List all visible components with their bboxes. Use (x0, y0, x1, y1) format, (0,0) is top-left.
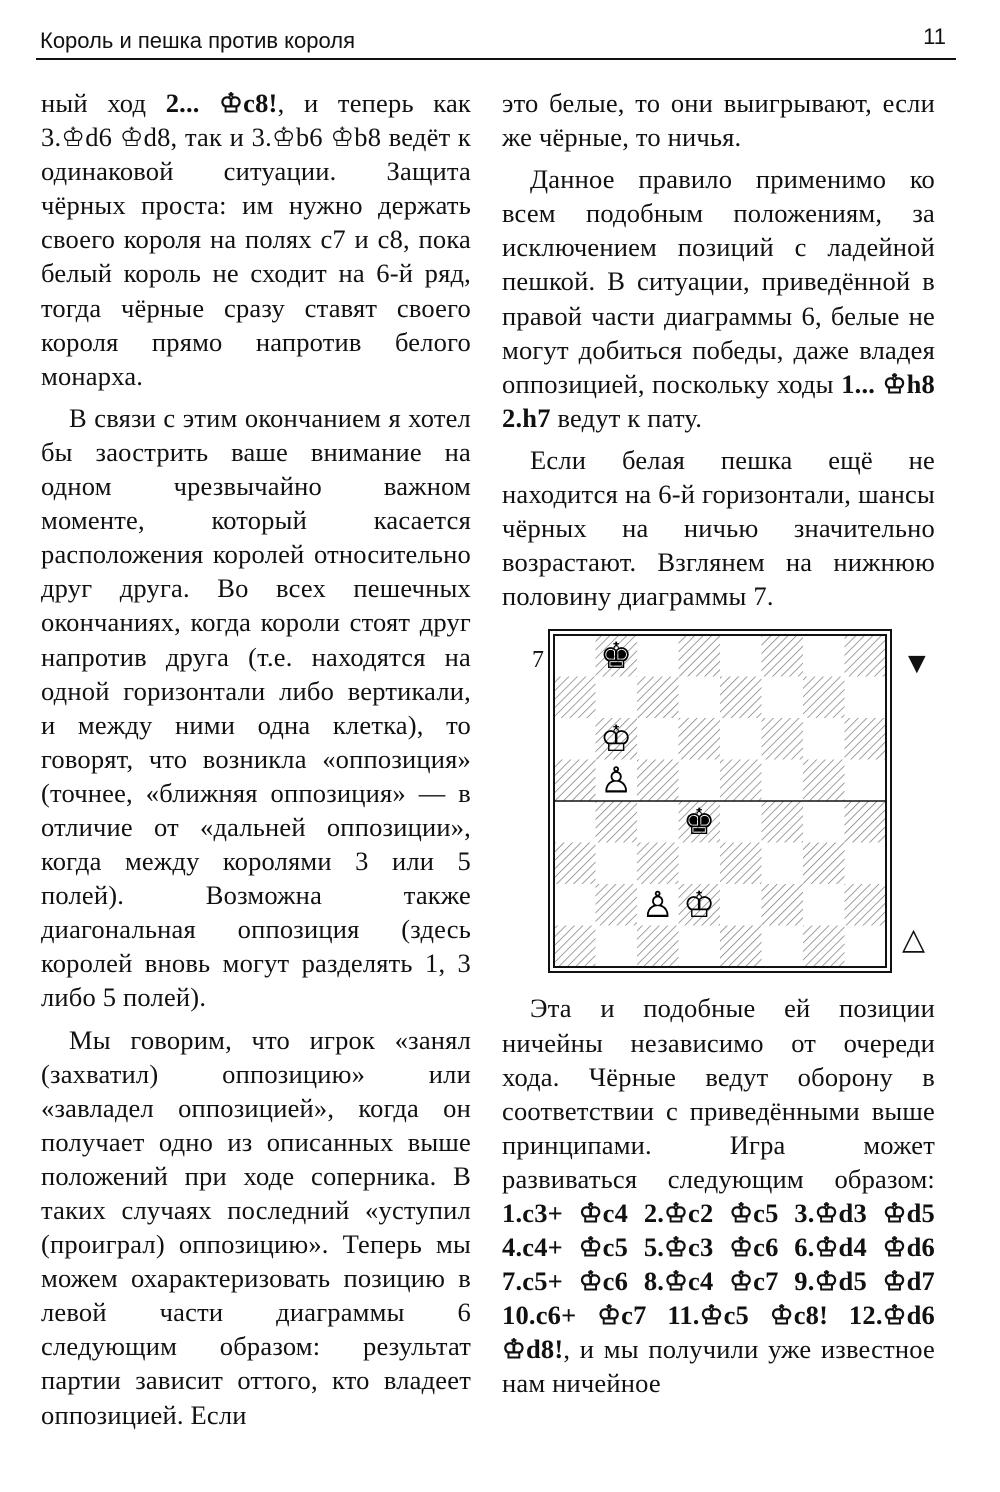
dark-square (803, 677, 845, 719)
light-square (845, 760, 887, 802)
left-column (41, 86, 471, 1440)
dark-square (596, 801, 638, 843)
dark-square (554, 843, 596, 885)
dark-square (845, 718, 887, 760)
light-square (679, 760, 721, 802)
dark-square (554, 677, 596, 719)
dark-square (803, 760, 845, 802)
chess-diagram (502, 629, 935, 973)
page-number: 11 (923, 24, 946, 49)
text-run: , и мы получили уже известное нам ничейное (502, 1334, 935, 1399)
dark-square (637, 677, 679, 719)
light-square (720, 635, 762, 677)
dark-square (720, 677, 762, 719)
black-king-icon: ♚ (600, 636, 633, 678)
light-square (554, 718, 596, 760)
dark-square (845, 635, 887, 677)
light-square (803, 718, 845, 760)
paragraph: это белые, то они выигрывают, если же чёрные, то ничья. (502, 88, 935, 153)
light-square (803, 635, 845, 677)
light-square (720, 884, 762, 926)
dark-square (803, 843, 845, 885)
dark-square (637, 760, 679, 802)
light-square (845, 677, 887, 719)
move-notation: 2... ♔c8! (165, 88, 278, 118)
white-pawn-icon: ♙ (641, 885, 674, 927)
chapter-title: Король и пешка против короля (40, 28, 356, 53)
light-square (596, 843, 638, 885)
move-notation: 1.c3+ ♔c4 2.♔c2 ♔c5 3.♔d3 ♔d5 4.c4+ ♔c5 5.♔c3 ♔c6 6.♔d4 ♔d6 7.c5+ ♔c6 8.♔c4 ♔c7 9.♔d5 ♔d7 10.c6+ ♔c7 11.♔c5 ♔c8! 12.♔d6 ♔d8! (502, 1197, 935, 1365)
paragraph (502, 162, 935, 435)
dark-square (679, 635, 721, 677)
dark-square (762, 718, 804, 760)
light-square (554, 635, 596, 677)
right-column (502, 86, 935, 1409)
move-notation: 1... ♔h8 2.h7 (502, 368, 935, 433)
light-square (637, 801, 679, 843)
paragraph (41, 86, 471, 393)
light-square (762, 843, 804, 885)
white-king-icon: ♔ (600, 719, 633, 761)
chessboard (548, 629, 892, 973)
white-to-move-icon: △ (902, 923, 926, 957)
dark-square (679, 718, 721, 760)
light-square (845, 926, 887, 968)
dark-square (554, 926, 596, 968)
light-square (803, 884, 845, 926)
light-square (762, 926, 804, 968)
dark-square (554, 760, 596, 802)
light-square (679, 677, 721, 719)
dark-square (762, 884, 804, 926)
dark-square (720, 926, 762, 968)
light-square (554, 884, 596, 926)
paragraph: В связи с этим окончанием я хотел бы заострить ваше внимание на одном чрезвычайно важном моменте, который касается расположения королей относительно друг друга. Во всех пешечных окончаниях, когда короли стоят друг напротив друга (т.е. находятся на одной горизонтали либо вертикали, и между ними одна клетка), то говорят, что возникла «оппозиция» (точнее, «ближняя оппозиция» — в отличие от «дальней оппозиции», когда между королями 3 или 5 полей). Возможна также диагональная оппозиция (здесь королей вновь могут разделять 1, 3 либо 5 полей). (41, 402, 471, 1013)
text-run: , и теперь как 3.♔d6 ♔d8, так и 3.♔b6 ♔b8 ведёт к одинаковой ситуации. Защита чёрных проста: им нужно держать своего короля на полях c7 и c8, пока белый король не сходит на 6-й ряд, тогда чёрные сразу ставят своего короля прямо напротив белого монарха. (41, 88, 472, 391)
white-king-icon: ♔ (683, 885, 716, 927)
light-square (720, 801, 762, 843)
dark-square (845, 884, 887, 926)
light-square (762, 760, 804, 802)
paragraph: Мы говорим, что игрок «занял (захватил) оппозицию» или «завладел оппозицией», когда он получает одно из описанных выше положений при ходе соперника. В таких случаях последний «уступил (проиграл) оппозицию». Теперь мы можем охарактеризовать позицию в левой части диаграммы 6 следующим образом: результат партии зависит оттого, кто владеет оппозицией. Если (41, 1024, 471, 1430)
paragraph (502, 991, 935, 1400)
text-run: ведут к пату. (550, 402, 703, 433)
diagram-number: 7 (532, 647, 545, 674)
dark-square (720, 760, 762, 802)
text-run: ный ход (41, 88, 166, 118)
light-square (596, 926, 638, 968)
light-square (679, 843, 721, 885)
light-square (845, 843, 887, 885)
light-square (720, 718, 762, 760)
black-to-move-icon: ▼ (902, 647, 932, 681)
light-square (803, 801, 845, 843)
light-square (596, 677, 638, 719)
light-square (762, 677, 804, 719)
dark-square (762, 801, 804, 843)
light-square (637, 718, 679, 760)
white-pawn-icon: ♙ (600, 760, 633, 802)
dark-square (720, 843, 762, 885)
dark-square (637, 926, 679, 968)
dark-square (596, 884, 638, 926)
dark-square (637, 843, 679, 885)
light-square (554, 801, 596, 843)
text-run: Данное правило применимо ко всем подобным положениям, за исключением позиций с ладейной пешкой. В ситуации, приведённой в правой части диаграммы 6, белые не могут добиться победы, даже владея оппозицией, поскольку ходы (502, 164, 935, 399)
dark-square (762, 635, 804, 677)
dark-square (803, 926, 845, 968)
light-square (679, 926, 721, 968)
black-king-icon: ♚ (683, 802, 716, 844)
light-square (637, 635, 679, 677)
running-header (36, 24, 956, 60)
paragraph: Если белая пешка ещё не находится на 6-й горизонтали, шансы чёрных на ничью значительно возрастают. Взглянем на нижнюю половину диаграммы 7. (502, 444, 935, 612)
text-run: Эта и подобные ей позиции ничейны независимо от очереди хода. Чёрные ведут оборону в соответствии с приведёнными выше принципами. Игра может развиваться следующим образом: (502, 993, 935, 1194)
dark-square (845, 801, 887, 843)
